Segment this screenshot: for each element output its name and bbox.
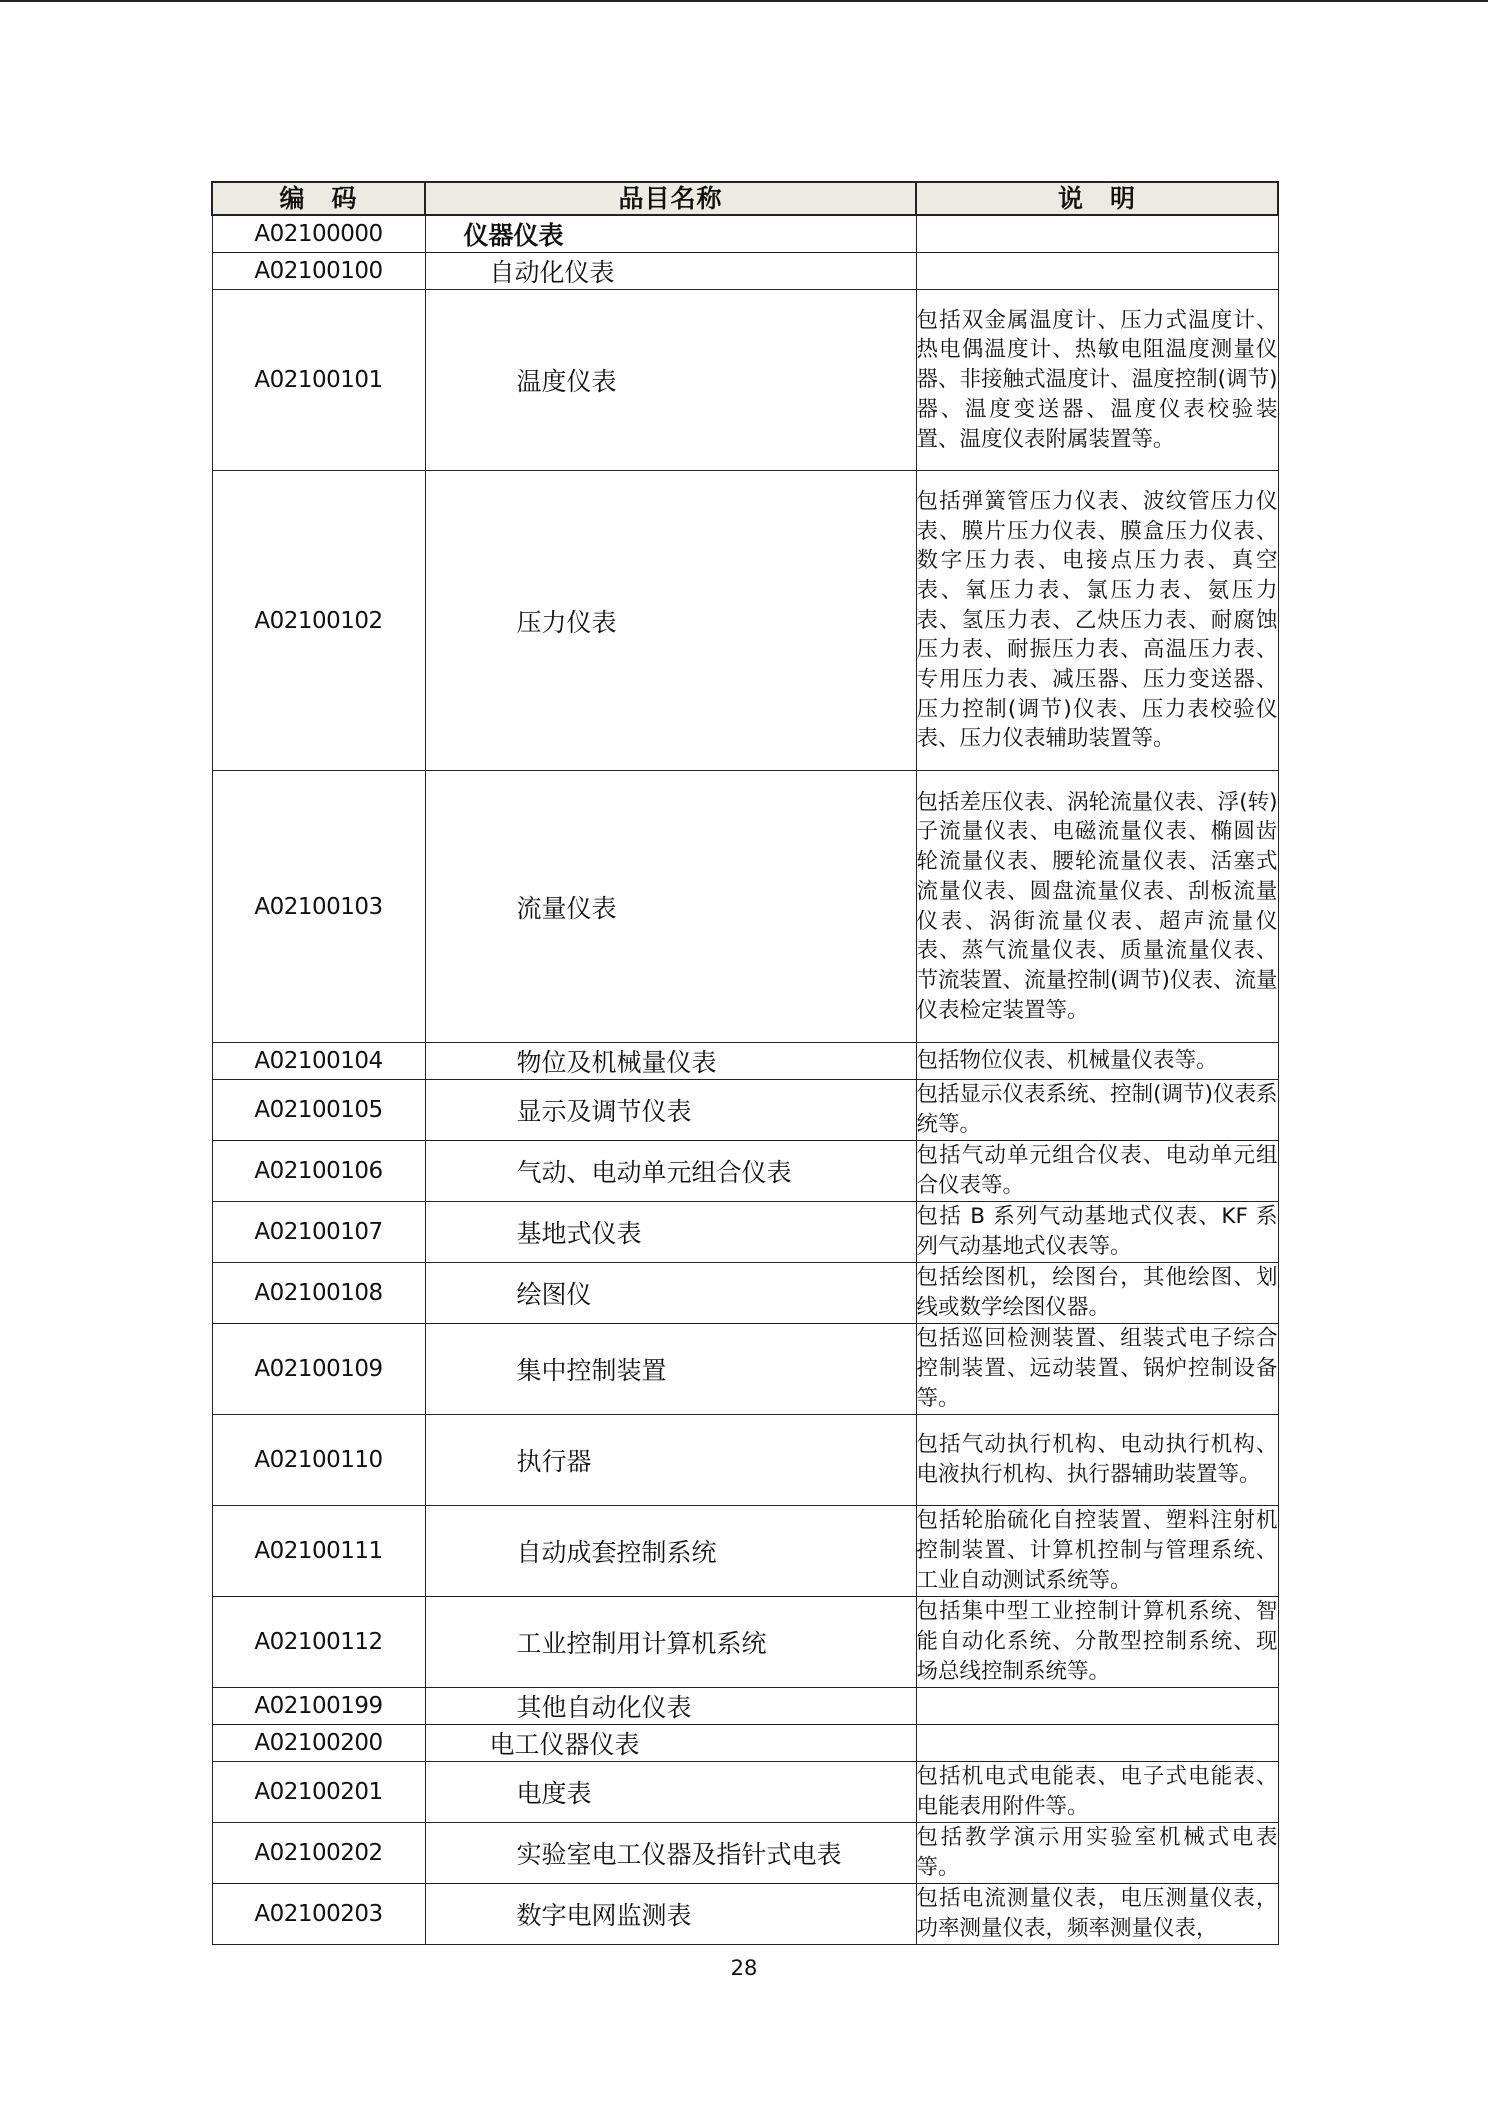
- row-name-cell: [425, 1202, 916, 1263]
- row-name: 电工仪器仪表: [489, 1730, 640, 1759]
- row-name-cell: [425, 1725, 916, 1762]
- row-name: 实验室电工仪器及指针式电表: [516, 1840, 842, 1869]
- row-description: [916, 215, 1278, 253]
- row-name-cell: [425, 1597, 916, 1688]
- row-code: A02100103: [212, 771, 425, 1043]
- row-description: 包括绘图机，绘图台，其他绘图、划线或数学绘图仪器。: [916, 1263, 1278, 1324]
- row-code: A02100106: [212, 1141, 425, 1202]
- row-name-cell: [425, 215, 916, 253]
- row-name-cell: [425, 1823, 916, 1884]
- row-description: 包括气动单元组合仪表、电动单元组合仪表等。: [916, 1141, 1278, 1202]
- header-desc: 说 明: [916, 182, 1278, 215]
- table-row: [212, 1725, 1278, 1762]
- row-name: 自动化仪表: [489, 258, 615, 287]
- row-description: [916, 253, 1278, 290]
- row-code: A02100105: [212, 1080, 425, 1141]
- table-row: [212, 1141, 1278, 1202]
- row-description: 包括气动执行机构、电动执行机构、电液执行机构、执行器辅助装置等。: [916, 1415, 1278, 1506]
- row-name: 自动成套控制系统: [516, 1538, 717, 1567]
- page-number: 28: [730, 1956, 758, 1980]
- row-name-cell: [425, 290, 916, 471]
- row-code: A02100108: [212, 1263, 425, 1324]
- row-code: A02100203: [212, 1884, 425, 1945]
- table-row: [212, 1415, 1278, 1506]
- row-code: A02100104: [212, 1043, 425, 1080]
- row-name: 执行器: [516, 1447, 592, 1476]
- row-description: 包括弹簧管压力仪表、波纹管压力仪表、膜片压力仪表、膜盒压力仪表、数字压力表、电接点压力表、真空表、氧压力表、氯压力表、氨压力表、氢压力表、乙炔压力表、耐腐蚀压力表、耐振压力表、高温压力表、专用压力表、减压器、压力变送器、压力控制(调节)仪表、压力表校验仪表、压力仪表辅助装置等。: [916, 471, 1278, 771]
- row-code: A02100107: [212, 1202, 425, 1263]
- row-name-cell: [425, 771, 916, 1043]
- table-row: [212, 771, 1278, 1043]
- row-name-cell: [425, 471, 916, 771]
- row-code: A02100000: [212, 215, 425, 253]
- row-code: A02100109: [212, 1324, 425, 1415]
- row-description: [916, 1725, 1278, 1762]
- row-code: A02100110: [212, 1415, 425, 1506]
- row-description: [916, 1688, 1278, 1725]
- row-name-cell: [425, 1141, 916, 1202]
- row-name: 其他自动化仪表: [516, 1693, 692, 1722]
- table-row: [212, 1762, 1278, 1823]
- row-name: 气动、电动单元组合仪表: [516, 1158, 792, 1187]
- row-description: 包括显示仪表系统、控制(调节)仪表系统等。: [916, 1080, 1278, 1141]
- row-code: A02100100: [212, 253, 425, 290]
- row-name: 温度仪表: [516, 367, 617, 396]
- row-code: A02100112: [212, 1597, 425, 1688]
- row-code: A02100199: [212, 1688, 425, 1725]
- table-row: [212, 1823, 1278, 1884]
- table-body: [212, 215, 1278, 1945]
- row-name-cell: [425, 1263, 916, 1324]
- page-top-border: [0, 0, 1488, 2]
- table-row: [212, 1597, 1278, 1688]
- row-name-cell: [425, 1415, 916, 1506]
- row-code: A02100102: [212, 471, 425, 771]
- row-code: A02100202: [212, 1823, 425, 1884]
- table-row: [212, 1324, 1278, 1415]
- table-row: [212, 1263, 1278, 1324]
- row-description: 包括差压仪表、涡轮流量仪表、浮(转)子流量仪表、电磁流量仪表、椭圆齿轮流量仪表、腰轮流量仪表、活塞式流量仪表、圆盘流量仪表、刮板流量仪表、涡街流量仪表、超声流量仪表、蒸气流量仪表、质量流量仪表、节流装置、流量控制(调节)仪表、流量仪表检定装置等。: [916, 771, 1278, 1043]
- row-name: 流量仪表: [516, 893, 617, 923]
- row-name-cell: [425, 1043, 916, 1080]
- row-code: A02100111: [212, 1506, 425, 1597]
- row-description: 包括双金属温度计、压力式温度计、热电偶温度计、热敏电阻温度测量仪器、非接触式温度计、温度控制(调节)器、温度变送器、温度仪表校验装置、温度仪表附属装置等。: [916, 290, 1278, 471]
- table-row: [212, 1043, 1278, 1080]
- row-description: 包括巡回检测装置、组装式电子综合控制装置、远动装置、锅炉控制设备等。: [916, 1324, 1278, 1415]
- row-name-cell: [425, 1080, 916, 1141]
- row-code: A02100201: [212, 1762, 425, 1823]
- row-name-cell: [425, 1324, 916, 1415]
- table-row: [212, 1080, 1278, 1141]
- row-name: 显示及调节仪表: [516, 1097, 692, 1126]
- row-name: 数字电网监测表: [516, 1901, 692, 1930]
- table-row: [212, 1202, 1278, 1263]
- catalog-table: [211, 181, 1279, 1945]
- row-code: A02100101: [212, 290, 425, 471]
- row-description: 包括轮胎硫化自控装置、塑料注射机控制装置、计算机控制与管理系统、工业自动测试系统等。: [916, 1506, 1278, 1597]
- row-code: A02100200: [212, 1725, 425, 1762]
- header-code: 编 码: [212, 182, 425, 215]
- row-name: 仪器仪表: [463, 221, 564, 250]
- row-name-cell: [425, 1884, 916, 1945]
- row-name-cell: [425, 1506, 916, 1597]
- row-name: 压力仪表: [516, 607, 617, 637]
- table-row: [212, 253, 1278, 290]
- row-description: 包括机电式电能表、电子式电能表、电能表用附件等。: [916, 1762, 1278, 1823]
- row-name-cell: [425, 1688, 916, 1725]
- row-name: 绘图仪: [516, 1280, 592, 1309]
- table-row: [212, 1884, 1278, 1945]
- table-row: [212, 290, 1278, 471]
- header-row: [212, 182, 1278, 215]
- row-description: 包括集中型工业控制计算机系统、智能自动化系统、分散型控制系统、现场总线控制系统等。: [916, 1597, 1278, 1688]
- row-description: 包括电流测量仪表，电压测量仪表，功率测量仪表，频率测量仪表，: [916, 1884, 1278, 1945]
- row-name: 物位及机械量仪表: [516, 1048, 717, 1077]
- table-row: [212, 1688, 1278, 1725]
- row-description: 包括 B 系列气动基地式仪表、KF 系列气动基地式仪表等。: [916, 1202, 1278, 1263]
- row-name: 工业控制用计算机系统: [516, 1629, 767, 1658]
- row-name: 基地式仪表: [516, 1219, 642, 1248]
- row-description: 包括教学演示用实验室机械式电表等。: [916, 1823, 1278, 1884]
- row-description: 包括物位仪表、机械量仪表等。: [916, 1043, 1278, 1080]
- row-name-cell: [425, 253, 916, 290]
- header-name: 品目名称: [425, 182, 916, 215]
- table-row: [212, 1506, 1278, 1597]
- table-row: [212, 215, 1278, 253]
- row-name: 电度表: [516, 1779, 592, 1808]
- row-name-cell: [425, 1762, 916, 1823]
- row-name: 集中控制装置: [516, 1356, 667, 1385]
- table-row: [212, 471, 1278, 771]
